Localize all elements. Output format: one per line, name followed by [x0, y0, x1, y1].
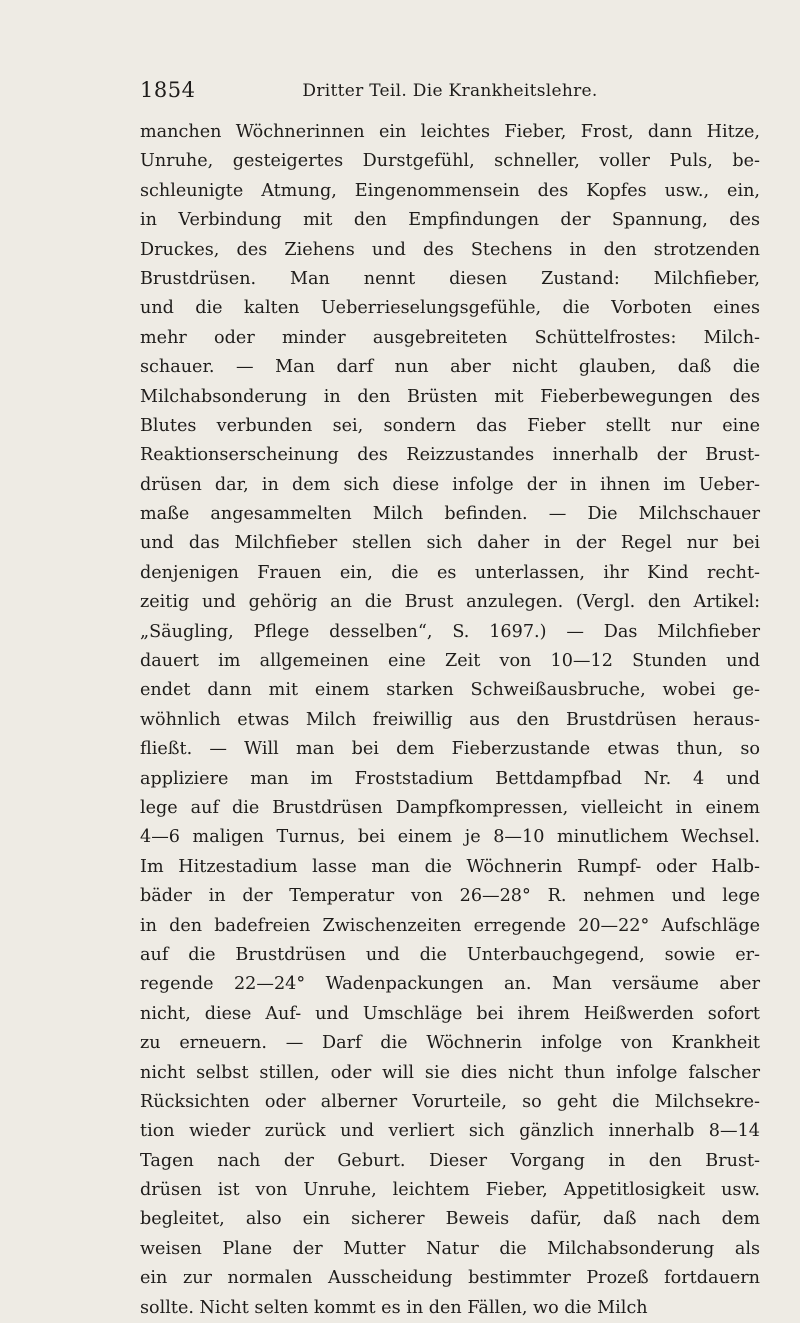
text-line: tion wieder zurück und verliert sich gänzlich innerhalb 8—14 — [140, 1121, 760, 1142]
text-line: begleitet, also ein sicherer Beweis dafür, daß nach dem — [140, 1209, 760, 1230]
text-line: appliziere man im Froststadium Bettdampfbad Nr. 4 und — [140, 768, 760, 789]
text-line: auf die Brustdrüsen und die Unterbauchgegend, sowie er- — [140, 944, 760, 965]
text-line: nicht selbst stillen, oder will sie dies nicht thun infolge falscher — [140, 1062, 760, 1083]
text-line: bäder in der Temperatur von 26—28° R. nehmen und lege — [140, 886, 760, 907]
text-line: endet dann mit einem starken Schweißausbruche, wobei ge- — [140, 680, 760, 701]
text-line: lege auf die Brustdrüsen Dampfkompressen, vielleicht in einem — [140, 797, 760, 818]
text-line: schauer. — Man darf nun aber nicht glauben, daß die — [140, 357, 760, 378]
text-line: Milchabsonderung in den Brüsten mit Fieberbewegungen des — [140, 386, 760, 407]
text-line: Brustdrüsen. Man nennt diesen Zustand: Milchfieber, — [140, 268, 760, 289]
text-line: dauert im allgemeinen eine Zeit von 10—12 Stunden und — [140, 651, 760, 672]
text-line: 4—6 maligen Turnus, bei einem je 8—10 minutlichem Wechsel. — [140, 827, 760, 848]
text-line: wöhnlich etwas Milch freiwillig aus den Brustdrüsen heraus- — [140, 709, 760, 730]
text-line: „Säugling, Pflege desselben“, S. 1697.) — Das Milchfieber — [140, 621, 760, 642]
text-line: Tagen nach der Geburt. Dieser Vorgang in den Brust- — [140, 1150, 760, 1171]
text-line: nicht, diese Auf- und Umschläge bei ihrem Heißwerden sofort — [140, 1003, 760, 1024]
text-line: schleunigte Atmung, Eingenommensein des Kopfes usw., ein, — [140, 180, 760, 201]
body-text — [140, 118, 760, 1318]
text-line: zeitig und gehörig an die Brust anzulegen. (Vergl. den Artikel: — [140, 592, 760, 613]
running-header — [140, 78, 760, 108]
text-line: und das Milchfieber stellen sich daher in der Regel nur bei — [140, 533, 760, 554]
text-line: sollte. Nicht selten kommt es in den Fällen, wo die Milch — [140, 1297, 648, 1318]
text-line: in Verbindung mit den Empfindungen der Spannung, des — [140, 210, 760, 231]
text-line: ein zur normalen Ausscheidung bestimmter Prozeß fortdauern — [140, 1268, 760, 1289]
text-line: Reaktionserscheinung des Reizzustandes innerhalb der Brust- — [140, 445, 760, 466]
text-line: maße angesammelten Milch befinden. — Die Milchschauer — [140, 504, 760, 525]
text-line: denjenigen Frauen ein, die es unterlassen, ihr Kind recht- — [140, 562, 760, 583]
text-line: mehr oder minder ausgebreiteten Schüttelfrostes: Milch- — [140, 327, 760, 348]
text-line: in den badefreien Zwischenzeiten erregende 20—22° Aufschläge — [140, 915, 760, 936]
running-title: Dritter Teil. Die Krankheitslehre. — [302, 81, 598, 101]
text-line: zu erneuern. — Darf die Wöchnerin infolge von Krankheit — [140, 1033, 760, 1054]
text-line: Blutes verbunden sei, sondern das Fieber stellt nur eine — [140, 415, 760, 436]
text-line: fließt. — Will man bei dem Fieberzustande etwas thun, so — [140, 739, 760, 760]
text-line: manchen Wöchnerinnen ein leichtes Fieber, Frost, dann Hitze, — [140, 122, 760, 142]
text-line: drüsen dar, in dem sich diese infolge der in ihnen im Ueber- — [140, 474, 760, 495]
text-line: weisen Plane der Mutter Natur die Milchabsonderung als — [140, 1238, 760, 1259]
text-line: Druckes, des Ziehens und des Stechens in den strotzenden — [140, 239, 760, 260]
text-line: und die kalten Ueberrieselungsgefühle, die Vorboten eines — [140, 298, 760, 319]
text-line: drüsen ist von Unruhe, leichtem Fieber, Appetitlosigkeit usw. — [140, 1180, 760, 1201]
text-line: Rücksichten oder alberner Vorurteile, so geht die Milchsekre- — [140, 1091, 760, 1112]
text-line: Im Hitzestadium lasse man die Wöchnerin Rumpf- oder Halb- — [140, 856, 760, 877]
text-line: Unruhe, gesteigertes Durstgefühl, schneller, voller Puls, be- — [140, 151, 760, 172]
page-number: 1854 — [140, 78, 196, 102]
text-line: regende 22—24° Wadenpackungen an. Man versäume aber — [140, 974, 760, 995]
